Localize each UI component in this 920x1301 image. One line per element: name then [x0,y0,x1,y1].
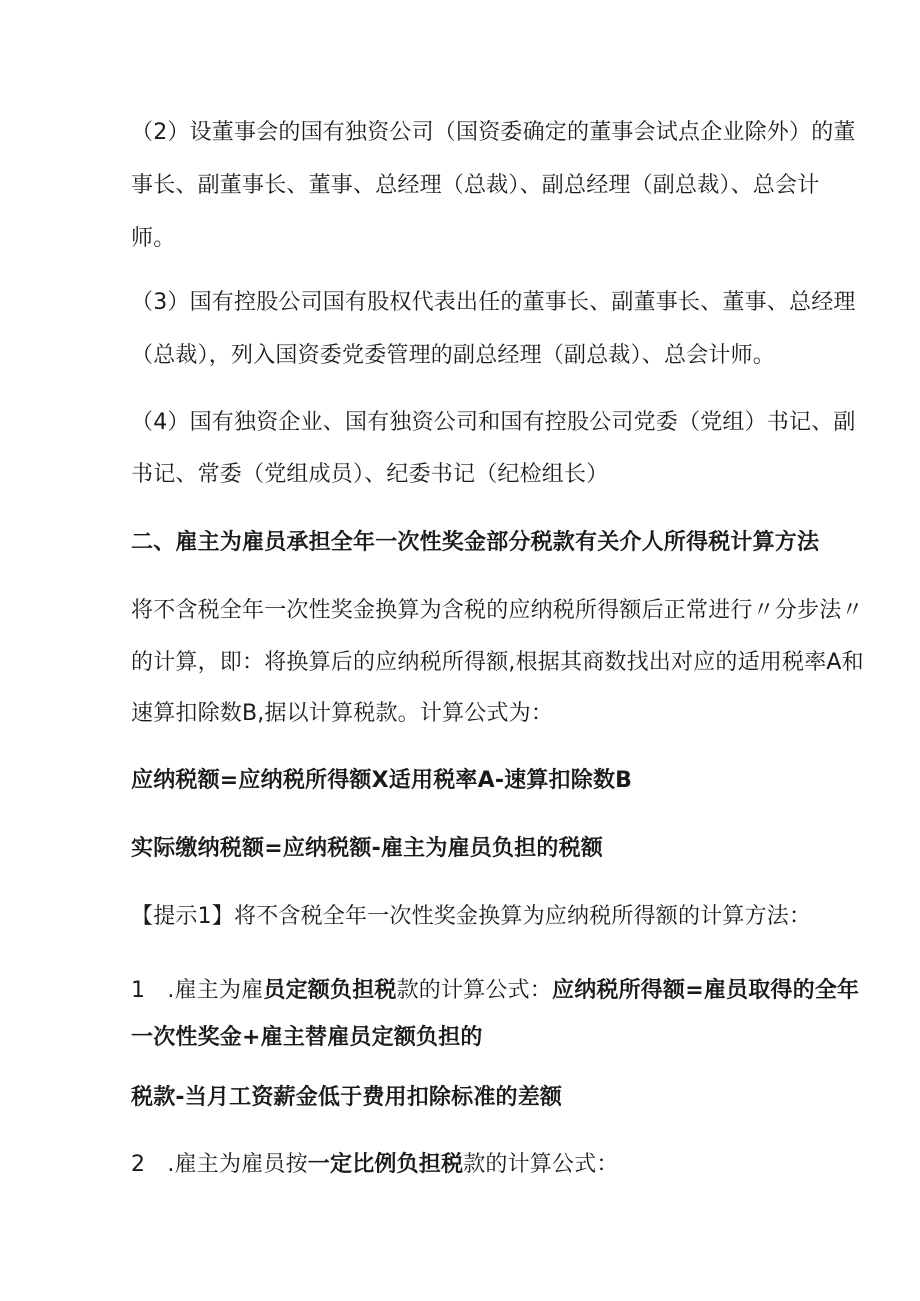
point-2-line-1 [131,1150,619,1180]
point-1-line-1 [131,976,859,1006]
point-1-line-2: 一次性奖金+雇主替雇员定额负担的 [131,1025,483,1050]
item-2-line-1: （2）设董事会的国有独资公司（国资委确定的董事会试点企业除外）的董 [131,120,856,145]
section-2-heading: 二、雇主为雇员承担全年一次性奖金部分税款有关介人所得税计算方法 [131,530,820,555]
tip-1: 【提示1】将不含税全年一次性奖金换算为应纳税所得额的计算方法： [131,904,812,929]
item-4-line-1: （4）国有独资企业、国有独资公司和国有控股公司党委（党组）书记、副 [131,410,856,435]
item-3-line-1: （3）国有控股公司国有股权代表出任的董事长、副董事长、董事、总经理 [131,290,856,315]
formula-tax-payable: 应纳税额=应纳税所得额X适用税率A-速算扣除数B [131,768,633,793]
point-2-seg-3: 款的计算公式： [463,1152,619,1177]
point-2-seg-1: 2 .雇主为雇员按 [131,1152,308,1177]
point-2-seg-2: 一定比例负担税 [307,1152,464,1177]
item-4-line-2: 书记、常委（党组成员）、纪委书记（纪检组长） [131,462,609,487]
formula-actual-tax: 实际缴纳税额=应纳税额-雇主为雇员负担的税额 [131,836,603,861]
item-2-line-2: 事长、副董事长、董事、总经理（总裁）、副总经理（副总裁）、总会计 [131,173,820,198]
intro-line-2: 的计算，即：将换算后的应纳税所得额,根据其商数找出对应的适用税率A和 [131,650,864,675]
point-1-seg-3: 款的计算公式： [396,978,552,1003]
point-1-seg-4: 应纳税所得额=雇员取得的全年 [552,978,860,1003]
intro-line-3: 速算扣除数B,据以计算税款。计算公式为： [131,701,554,726]
point-1-seg-1: 1 .雇主为雇 [131,978,264,1003]
item-2-line-3: 师。 [131,226,176,251]
point-1-seg-2: 员定额负担税 [263,978,397,1003]
item-3-line-2: （总裁），列入国资委党委管理的副总经理（副总裁）、总会计师。 [131,343,776,368]
intro-line-1: 将不含税全年一次性奖金换算为含税的应纳税所得额后正常进行〃分步法〃 [131,598,864,623]
point-1-line-3: 税款-当月工资薪金低于费用扣除标准的差额 [131,1085,563,1110]
